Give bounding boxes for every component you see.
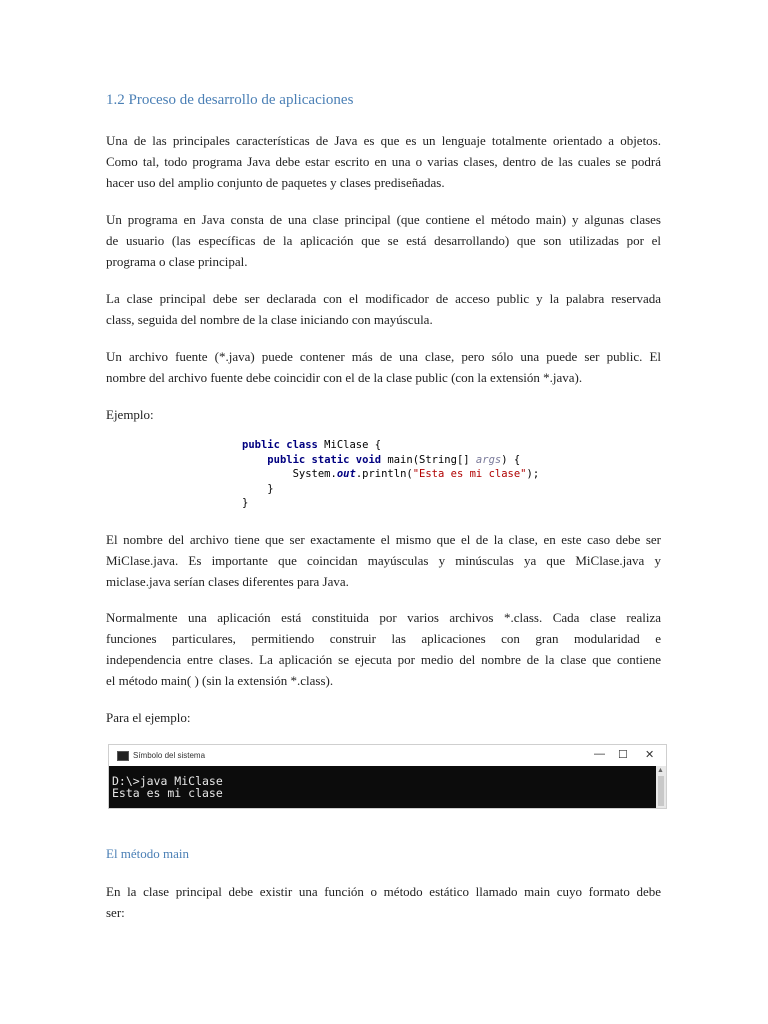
code-text: ); <box>526 468 540 480</box>
text-line: miclase.java serían clases diferentes para Java. <box>106 574 349 589</box>
code-text: main(String[] <box>381 453 476 466</box>
text-line: class, seguida del nombre de la clase iniciando con mayúscula. <box>106 312 433 327</box>
text-line: hacer uso del amplio conjunto de paquetes y clases prediseñadas. <box>106 175 445 190</box>
for-example-label: Para el ejemplo: <box>106 710 191 725</box>
code-text: ) { <box>501 453 521 466</box>
text-line: programa o clase principal. <box>106 254 248 269</box>
code-param: args <box>475 453 502 466</box>
text-line: Un programa en Java consta de una clase principal (que contiene el método main) y algunas clases <box>106 212 661 227</box>
code-text: .println( <box>355 468 413 480</box>
example-label: Ejemplo: <box>106 407 154 422</box>
code-text: System. <box>292 468 337 480</box>
text-line: En la clase principal debe existir una función o método estático llamado main cuyo formato debe <box>106 884 661 899</box>
text-line: Un archivo fuente (*.java) puede contener más de una clase, pero sólo una puede ser public. El <box>106 349 661 364</box>
close-icon[interactable]: ✕ <box>645 749 655 761</box>
code-field: out <box>336 468 356 480</box>
text-line: de usuario (las específicas de la aplicación que se está desarrollando) que son utilizadas por el <box>106 233 661 248</box>
paragraph-program-structure <box>106 209 661 272</box>
console-line: D:\>java MiClase <box>112 774 223 788</box>
text-line: Normalmente una aplicación está constituida por varios archivos *.class. Cada clase realiza <box>106 610 661 625</box>
scroll-up-icon[interactable]: ▲ <box>657 766 664 774</box>
subsection-heading: El método main <box>106 846 190 861</box>
console-output <box>109 766 656 808</box>
code-text: } <box>242 497 249 509</box>
paragraph-main-method <box>106 881 661 923</box>
text-line: independencia entre clases. La aplicación se ejecuta por medio del nombre de la clase que contiene <box>106 652 661 667</box>
paragraph-filename <box>106 529 661 592</box>
text-line: ser: <box>106 905 125 920</box>
console-scrollbar[interactable] <box>656 766 666 808</box>
text-line: La clase principal debe ser declarada con el modificador de acceso public y la palabra reservada <box>106 291 661 306</box>
text-line: nombre del archivo fuente debe coincidir con el de la clase public (con la extensión *.java). <box>106 370 583 385</box>
text-line: Como tal, todo programa Java debe estar escrito en una o varias clases, dentro de las cuales se podrá <box>106 154 661 169</box>
section-heading: 1.2 Proceso de desarrollo de aplicaciones <box>106 92 354 108</box>
code-text: } <box>267 482 274 495</box>
console-line: Esta es mi clase <box>112 786 223 800</box>
code-keyword: public class <box>242 439 318 451</box>
console-title: Símbolo del sistema <box>133 751 206 760</box>
text-line: El nombre del archivo tiene que ser exactamente el mismo que el de la clase, en este caso debe ser <box>106 532 661 547</box>
text-line: MiClase.java. Es importante que coincidan mayúsculas y minúsculas ya que MiClase.java y <box>106 553 661 568</box>
minimize-icon[interactable]: — <box>594 748 605 760</box>
paragraph-intro <box>106 130 661 193</box>
paragraph-main-class <box>106 288 661 330</box>
console-titlebar <box>109 745 666 766</box>
text-line: el método main( ) (sin la extensión *.class). <box>106 673 334 688</box>
code-text: MiClase { <box>317 439 382 451</box>
code-string: "Esta es mi clase" <box>412 468 527 480</box>
text-line: Una de las principales características de Java es que es un lenguaje totalmente orientado a objetos. <box>106 133 661 148</box>
paragraph-application <box>106 607 661 691</box>
console-app-icon <box>117 751 129 761</box>
code-keyword: public static void <box>267 453 382 466</box>
scroll-thumb[interactable] <box>658 776 664 806</box>
text-line: funciones particulares, permitiendo construir las aplicaciones con gran modularidad e <box>106 631 661 646</box>
paragraph-source-file <box>106 346 661 388</box>
console-window <box>108 744 667 809</box>
maximize-icon[interactable]: ☐ <box>618 749 628 761</box>
code-snippet <box>242 438 539 511</box>
